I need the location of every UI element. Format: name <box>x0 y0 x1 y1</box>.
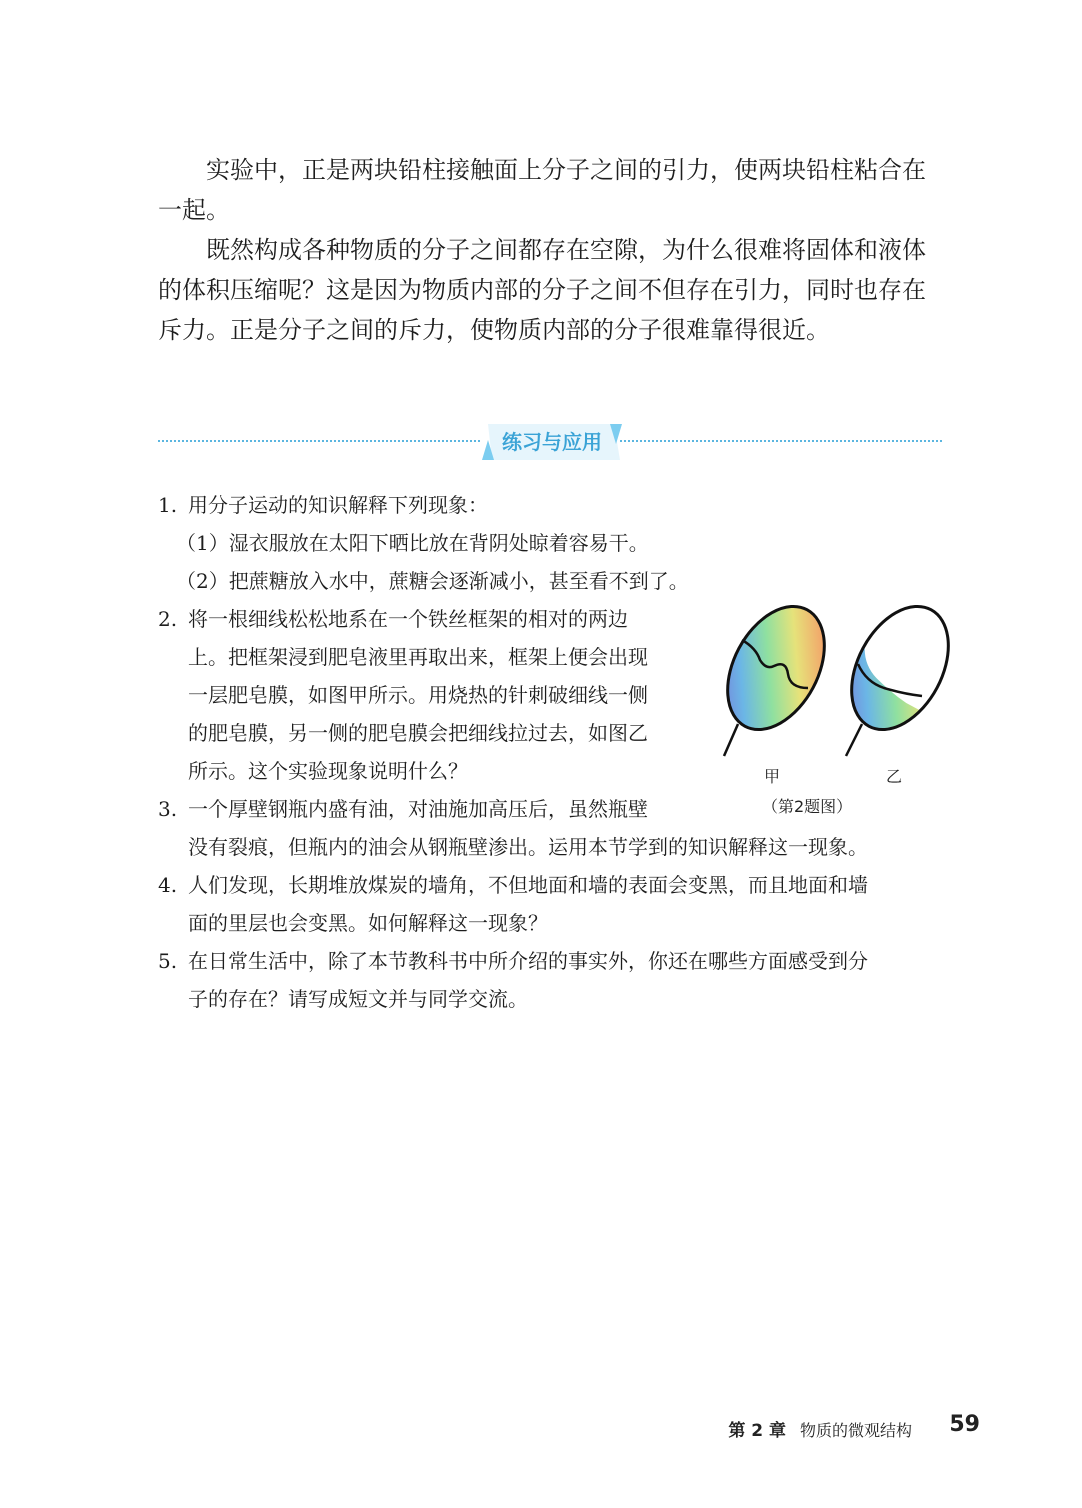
frame-b-icon <box>832 604 952 756</box>
question-3-line: 没有裂痕，但瓶内的油会从钢瓶壁渗出。运用本节学到的知识解释这一现象。 <box>188 835 868 859</box>
question-3 <box>158 790 648 828</box>
question-number: 4. <box>158 873 178 897</box>
question-2-line: 的肥皂膜，另一侧的肥皂膜会把细线拉过去，如图乙 <box>188 721 648 745</box>
frame-a-icon <box>716 604 844 756</box>
dotted-divider <box>158 440 480 442</box>
page-number: 59 <box>949 1412 980 1437</box>
question-text: 一个厚壁钢瓶内盛有油，对油施加高压后，虽然瓶壁 <box>188 797 648 821</box>
question-1 <box>158 486 488 524</box>
question-2-line: 所示。这个实验现象说明什么？ <box>188 759 468 783</box>
footer-chapter <box>728 1416 912 1441</box>
section-badge <box>482 420 622 464</box>
text-line: 既然构成各种物质的分子之间都存在空隙，为什么很难将固体和液体 <box>206 236 926 264</box>
chapter-title: 物质的微观结构 <box>799 1421 912 1440</box>
question-number: 1. <box>158 493 178 517</box>
question-number: 5. <box>158 949 178 973</box>
question-2 <box>158 600 628 638</box>
question-1-sub-2: （2）把蔗糖放入水中，蔗糖会逐渐减小，甚至看不到了。 <box>176 569 689 593</box>
figure-label-b: 乙 <box>886 767 903 786</box>
chapter-number: 第 2 章 <box>728 1421 786 1441</box>
figure-caption: （第2题图） <box>762 797 853 816</box>
section-title: 练习与应用 <box>502 430 602 454</box>
question-4 <box>158 866 868 904</box>
question-1-sub-1: （1）湿衣服放在太阳下晒比放在背阴处晾着容易干。 <box>176 531 649 555</box>
text-line: 斥力。正是分子之间的斥力，使物质内部的分子很难靠得很近。 <box>158 316 830 344</box>
text-line: 一起。 <box>158 196 230 224</box>
question-number: 3. <box>158 797 178 821</box>
question-5-line: 子的存在？请写成短文并与同学交流。 <box>188 987 528 1011</box>
soap-film-figure <box>716 604 952 764</box>
text-line: 实验中，正是两块铅柱接触面上分子之间的引力，使两块铅柱粘合在 <box>206 156 926 184</box>
question-5 <box>158 942 868 980</box>
question-text: 人们发现，长期堆放煤炭的墙角，不但地面和墙的表面会变黑，而且地面和墙 <box>188 873 868 897</box>
paragraph-attraction <box>158 150 942 230</box>
question-number: 2. <box>158 607 178 631</box>
question-text: 用分子运动的知识解释下列现象： <box>188 493 488 517</box>
section-header <box>158 420 942 464</box>
paragraph-repulsion <box>158 230 942 350</box>
question-text: 将一根细线松松地系在一个铁丝框架的相对的两边 <box>188 607 628 631</box>
text-line: 的体积压缩呢？这是因为物质内部的分子之间不但存在引力，同时也存在 <box>158 276 926 304</box>
question-text: 在日常生活中，除了本节教科书中所介绍的事实外，你还在哪些方面感受到分 <box>188 949 868 973</box>
question-4-line: 面的里层也会变黑。如何解释这一现象？ <box>188 911 548 935</box>
figure-label-a: 甲 <box>764 767 781 786</box>
question-2-line: 上。把框架浸到肥皂液里再取出来，框架上便会出现 <box>188 645 648 669</box>
question-2-line: 一层肥皂膜，如图甲所示。用烧热的针刺破细线一侧 <box>188 683 648 707</box>
dotted-divider <box>620 440 942 442</box>
